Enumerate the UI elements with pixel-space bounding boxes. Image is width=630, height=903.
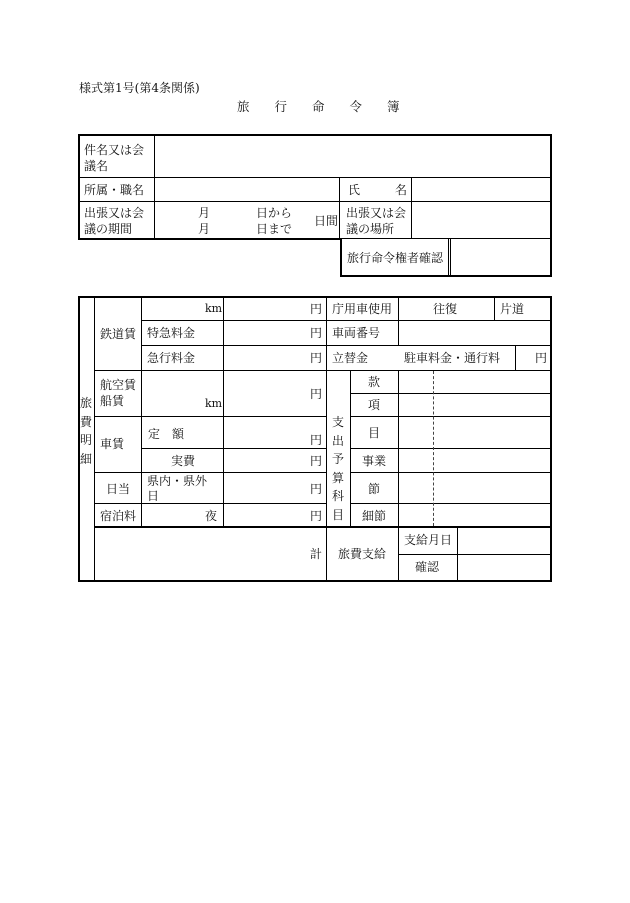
- month-from: 月: [198, 206, 211, 220]
- subject-label-line2: 議名: [84, 159, 109, 173]
- lodging-label: 宿泊料: [100, 509, 137, 523]
- express-yen-unit: 円: [310, 326, 323, 340]
- express-fee-label: 特急料金: [147, 326, 196, 340]
- budget-item-kou: 項: [368, 398, 381, 412]
- expense-side-label: 旅費明細: [79, 396, 92, 466]
- air-km-unit: km: [205, 397, 223, 410]
- subject-label-line1: 件名又は会: [84, 143, 145, 157]
- vehicle-number-label: 車両番号: [332, 326, 381, 340]
- confirm-label: 確認: [415, 560, 440, 574]
- fixed-amount-label: 定 額: [148, 427, 185, 441]
- air-fare-label-line1: 航空賃: [100, 378, 137, 392]
- budget-item-setsu: 節: [368, 482, 381, 496]
- daily-allowance-label: 日当: [106, 482, 131, 496]
- travel-payment-label: 旅費支給: [338, 547, 387, 561]
- rail-fare-label: 鉄道賃: [100, 327, 137, 341]
- in-out-pref-line1: 県内・県外: [147, 474, 208, 488]
- day-from: 日から: [256, 206, 293, 220]
- payment-date-label: 支給月日: [404, 533, 453, 547]
- one-way-label: 片道: [500, 302, 525, 316]
- rail-yen-unit: 円: [310, 302, 323, 316]
- air-yen-unit: 円: [310, 387, 323, 401]
- actual-yen-unit: 円: [310, 454, 323, 468]
- in-out-pref-line2: 日: [147, 489, 160, 503]
- budget-item-jigyou: 事業: [362, 454, 387, 468]
- round-trip-label: 往復: [433, 302, 458, 316]
- period-label-line2: 議の期間: [84, 222, 133, 236]
- name-label-2: 名: [395, 183, 408, 197]
- fixed-yen-unit: 円: [310, 433, 323, 447]
- night-unit: 夜: [205, 509, 218, 523]
- affiliation-label: 所属・職名: [84, 183, 145, 197]
- budget-item-saisetsu: 細節: [362, 509, 387, 523]
- actual-cost-label: 実費: [171, 454, 196, 468]
- total-label: 計: [310, 547, 323, 561]
- budget-item-kan: 款: [368, 375, 381, 389]
- car-fare-label: 車賃: [100, 437, 125, 451]
- month-to: 月: [198, 222, 211, 236]
- fast-yen-unit: 円: [310, 351, 323, 365]
- fast-fee-label: 急行料金: [147, 351, 196, 365]
- days-unit: 日間: [314, 214, 339, 228]
- budget-label: 支出予算科目: [331, 415, 344, 522]
- rail-km-unit: km: [205, 302, 223, 315]
- form-number: 様式第1号(第4条関係): [79, 81, 200, 95]
- budget-item-moku: 目: [368, 426, 381, 440]
- lodging-yen-unit: 円: [310, 509, 323, 523]
- place-label-line2: 議の場所: [346, 222, 395, 236]
- official-car-label: 庁用車使用: [332, 302, 393, 316]
- page-title: 旅 行 命 令 簿: [237, 99, 400, 114]
- daily-yen-unit: 円: [310, 482, 323, 496]
- advance-label: 立替金: [332, 351, 369, 365]
- day-to: 日まで: [256, 222, 293, 236]
- air-fare-label-line2: 船賃: [100, 394, 125, 408]
- period-label-line1: 出張又は会: [84, 206, 145, 220]
- parking-toll-label: 駐車料金・通行料: [404, 351, 501, 365]
- parking-yen-unit: 円: [535, 351, 548, 365]
- name-label-1: 氏: [348, 183, 361, 197]
- authorizer-confirm-label: 旅行命令権者確認: [347, 251, 444, 265]
- place-label-line1: 出張又は会: [346, 206, 407, 220]
